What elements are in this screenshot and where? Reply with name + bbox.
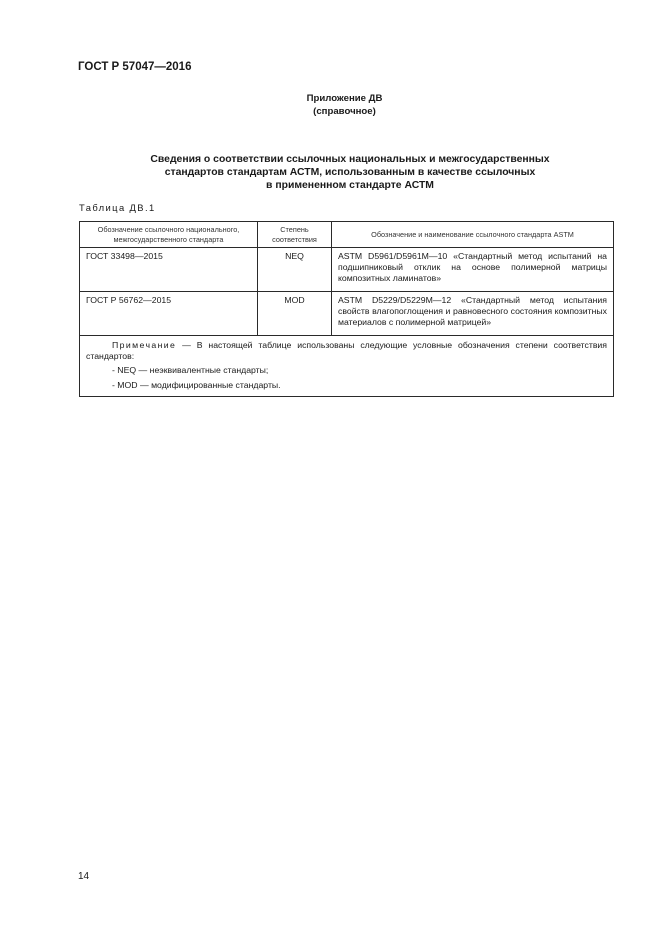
- note-item-mod: - MOD — модифицированные стандарты.: [112, 379, 281, 390]
- cell-astm-standard: ASTM D5229/D5229M—12 «Стандартный метод испытания свойств влагопоглощения и равновесного состояния композитных материалов с полимерной матрицей»: [332, 292, 614, 336]
- annex-subtitle: (справочное): [313, 106, 376, 117]
- correspondence-table: [79, 221, 614, 397]
- cell-degree: NEQ: [258, 248, 332, 292]
- table-note-row: [80, 336, 614, 397]
- header-degree: Степень соответствия: [258, 222, 332, 248]
- heading-line-2: стандартов стандартам АСТМ, использованным в качестве ссылочных: [164, 167, 536, 178]
- document-standard-id: ГОСТ Р 57047—2016: [78, 61, 192, 73]
- cell-national-standard: ГОСТ Р 56762—2015: [80, 292, 258, 336]
- table-row: [80, 292, 614, 336]
- table-header-row: [80, 222, 614, 248]
- annex-block: [0, 92, 661, 118]
- note-label: Примечание: [112, 340, 177, 350]
- header-astm-standard: Обозначение и наименование ссылочного стандарта ASTM: [332, 222, 614, 248]
- note-text: — В настоящей таблице использованы следующие условные обозначения степени соответствия стандартов:: [86, 340, 607, 362]
- header-national-standard: Обозначение ссылочного национального, межгосударственного стандарта: [80, 222, 258, 248]
- table-row: [80, 248, 614, 292]
- cell-national-standard: ГОСТ 33498—2015: [80, 248, 258, 292]
- table-note: [80, 336, 614, 397]
- annex-title: Приложение ДВ: [306, 93, 383, 104]
- page-number: 14: [78, 871, 90, 882]
- cell-degree: MOD: [258, 292, 332, 336]
- table-caption: Таблица ДВ.1: [79, 202, 156, 213]
- heading-line-1: Сведения о соответствии ссылочных национальных и межгосударственных: [150, 154, 550, 165]
- note-item-neq: - NEQ — неэквивалентные стандарты;: [112, 365, 269, 376]
- cell-astm-standard: ASTM D5961/D5961M—10 «Стандартный метод испытаний на подшипниковый отклик на основе полимерной матрицы композитных ламинатов»: [332, 248, 614, 292]
- section-heading: [100, 153, 600, 192]
- heading-line-3: в примененном стандарте АСТМ: [266, 180, 434, 191]
